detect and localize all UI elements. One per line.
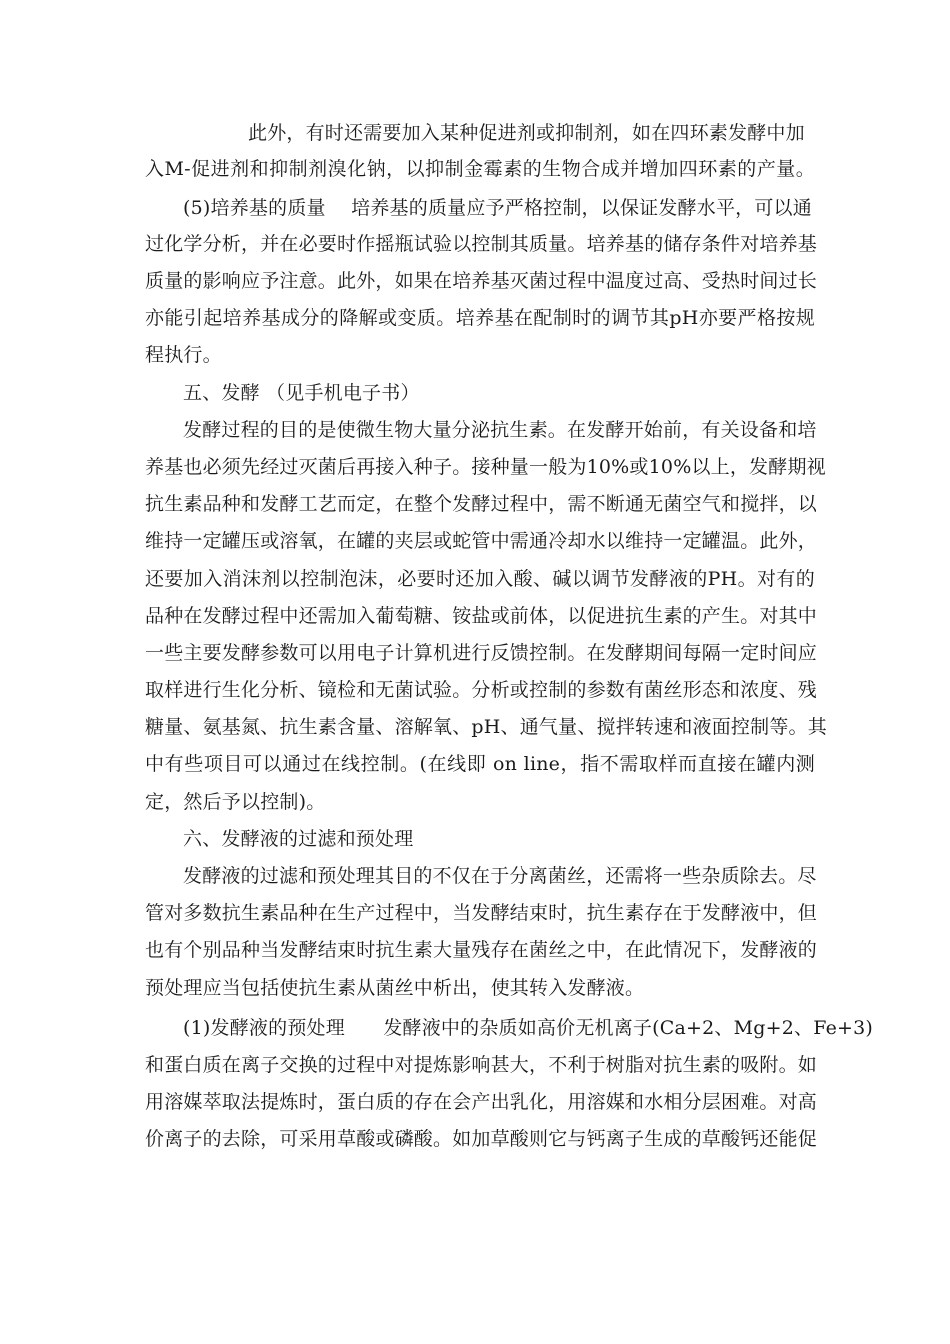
text-line: 和蛋白质在离子交换的过程中对提炼影响甚大，不利于树脂对抗生素的吸附。如 (145, 1054, 818, 1076)
text-line: 养基也必须先经过灭菌后再接入种子。接种量一般为10%或10%以上，发酵期视 (145, 456, 826, 478)
text-line: 抗生素品种和发酵工艺而定，在整个发酵过程中，需不断通无菌空气和搅拌，以 (145, 493, 818, 515)
text-line: 入M-促进剂和抑制剂溴化钠，以抑制金霉素的生物合成并增加四环素的产量。 (145, 158, 815, 180)
text-line: 此外，有时还需要加入某种促进剂或抑制剂，如在四环素发酵中加 (248, 122, 805, 144)
text-line: 定，然后予以控制)。 (145, 791, 326, 813)
text-line: 过化学分析，并在必要时作摇瓶试验以控制其质量。培养基的储存条件对培养基 (145, 233, 818, 255)
section-heading: 五、发酵 （见手机电子书） (183, 382, 420, 404)
text-line: 一些主要发酵参数可以用电子计算机进行反馈控制。在发酵期间每隔一定时间应 (145, 642, 818, 664)
text-line: 发酵过程的目的是使微生物大量分泌抗生素。在发酵开始前，有关设备和培 (183, 419, 817, 441)
text-line: 取样进行生化分析、镜检和无菌试验。分析或控制的参数有菌丝形态和浓度、残 (145, 679, 818, 701)
text-line: 也有个别品种当发酵结束时抗生素大量残存在菌丝之中，在此情况下，发酵液的 (145, 939, 818, 961)
text-line: 用溶媒萃取法提炼时，蛋白质的存在会产出乳化，用溶媒和水相分层困难。对高 (145, 1091, 818, 1113)
text-line: 预处理应当包括使抗生素从菌丝中析出，使其转入发酵液。 (145, 977, 645, 999)
text-line: 价离子的去除，可采用草酸或磷酸。如加草酸则它与钙离子生成的草酸钙还能促 (145, 1128, 818, 1150)
text-line: 管对多数抗生素品种在生产过程中，当发酵结束时，抗生素存在于发酵液中，但 (145, 902, 818, 924)
text-line: 维持一定罐压或溶氧，在罐的夹层或蛇管中需通冷却水以维持一定罐温。此外， (145, 530, 818, 552)
text-line: 品种在发酵过程中还需加入葡萄糖、铵盐或前体，以促进抗生素的产生。对其中 (145, 605, 818, 627)
section-heading: 六、发酵液的过滤和预处理 (183, 828, 414, 850)
text-line: (5)培养基的质量 培养基的质量应予严格控制，以保证发酵水平，可以通 (183, 197, 812, 219)
text-line: 质量的影响应予注意。此外，如果在培养基灭菌过程中温度过高、受热时间过长 (145, 270, 818, 292)
text-line: 糖量、氨基氮、抗生素含量、溶解氧、pH、通气量、搅拌转速和液面控制等。其 (145, 716, 827, 738)
text-line: 亦能引起培养基成分的降解或变质。培养基在配制时的调节其pH亦要严格按规 (145, 307, 815, 329)
text-line: 还要加入消沫剂以控制泡沫，必要时还加入酸、碱以调节发酵液的PH。对有的 (145, 568, 815, 590)
text-line: 中有些项目可以通过在线控制。(在线即 on line，指不需取样而直接在罐内测 (145, 753, 815, 775)
text-line: 程执行。 (145, 344, 222, 366)
text-line: 发酵液的过滤和预处理其目的不仅在于分离菌丝，还需将一些杂质除去。尽 (183, 865, 817, 887)
text-line: (1)发酵液的预处理 发酵液中的杂质如高价无机离子(Ca+2、Mg+2、Fe+3) (183, 1017, 874, 1039)
